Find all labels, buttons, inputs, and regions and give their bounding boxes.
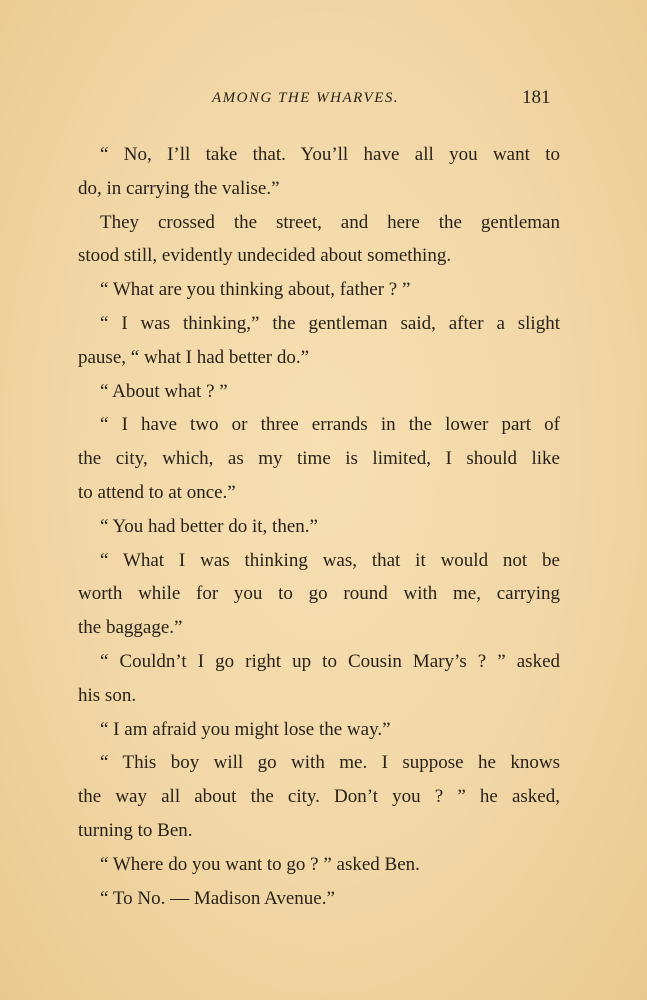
text-line: the baggage.”: [78, 617, 183, 639]
text-line: “ You had better do it, then.”: [100, 515, 318, 537]
text-line: his son.: [78, 684, 137, 706]
text-line: They crossed the street, and here the gentleman: [100, 211, 560, 233]
text-line: turning to Ben.: [78, 819, 193, 841]
text-line: the city, which, as my time is limited, I should like: [78, 448, 560, 470]
text-line: stood still, evidently undecided about something.: [78, 245, 452, 267]
text-line: to attend to at once.”: [78, 481, 236, 503]
running-head: [0, 87, 647, 114]
text-line: do, in carrying the valise.”: [78, 177, 280, 199]
text-line: “ This boy will go with me. I suppose he knows: [100, 752, 560, 774]
running-title: AMONG THE WHARVES.: [212, 90, 400, 106]
text-line: “ To No. — Madison Avenue.”: [100, 887, 335, 909]
text-line: “ Couldn’t I go right up to Cousin Mary’s ? ” asked: [100, 650, 560, 672]
text-line: the way all about the city. Don’t you ? ” he asked,: [78, 786, 560, 808]
page-number: 181: [522, 87, 551, 108]
text-line: pause, “ what I had better do.”: [78, 346, 310, 368]
body-text: [78, 138, 560, 915]
text-line: worth while for you to go round with me, carrying: [78, 583, 560, 605]
text-line: “ What I was thinking was, that it would not be: [100, 549, 560, 571]
text-line: “ Where do you want to go ? ” asked Ben.: [100, 853, 420, 875]
text-line: “ I am afraid you might lose the way.”: [100, 718, 391, 740]
text-line: “ I have two or three errands in the lower part of: [100, 414, 560, 436]
text-line: “ About what ? ”: [100, 380, 228, 402]
text-line: “ I was thinking,” the gentleman said, after a slight: [100, 312, 560, 334]
text-line: “ What are you thinking about, father ? ”: [100, 279, 411, 301]
text-line: “ No, I’ll take that. You’ll have all you want to: [100, 144, 560, 165]
